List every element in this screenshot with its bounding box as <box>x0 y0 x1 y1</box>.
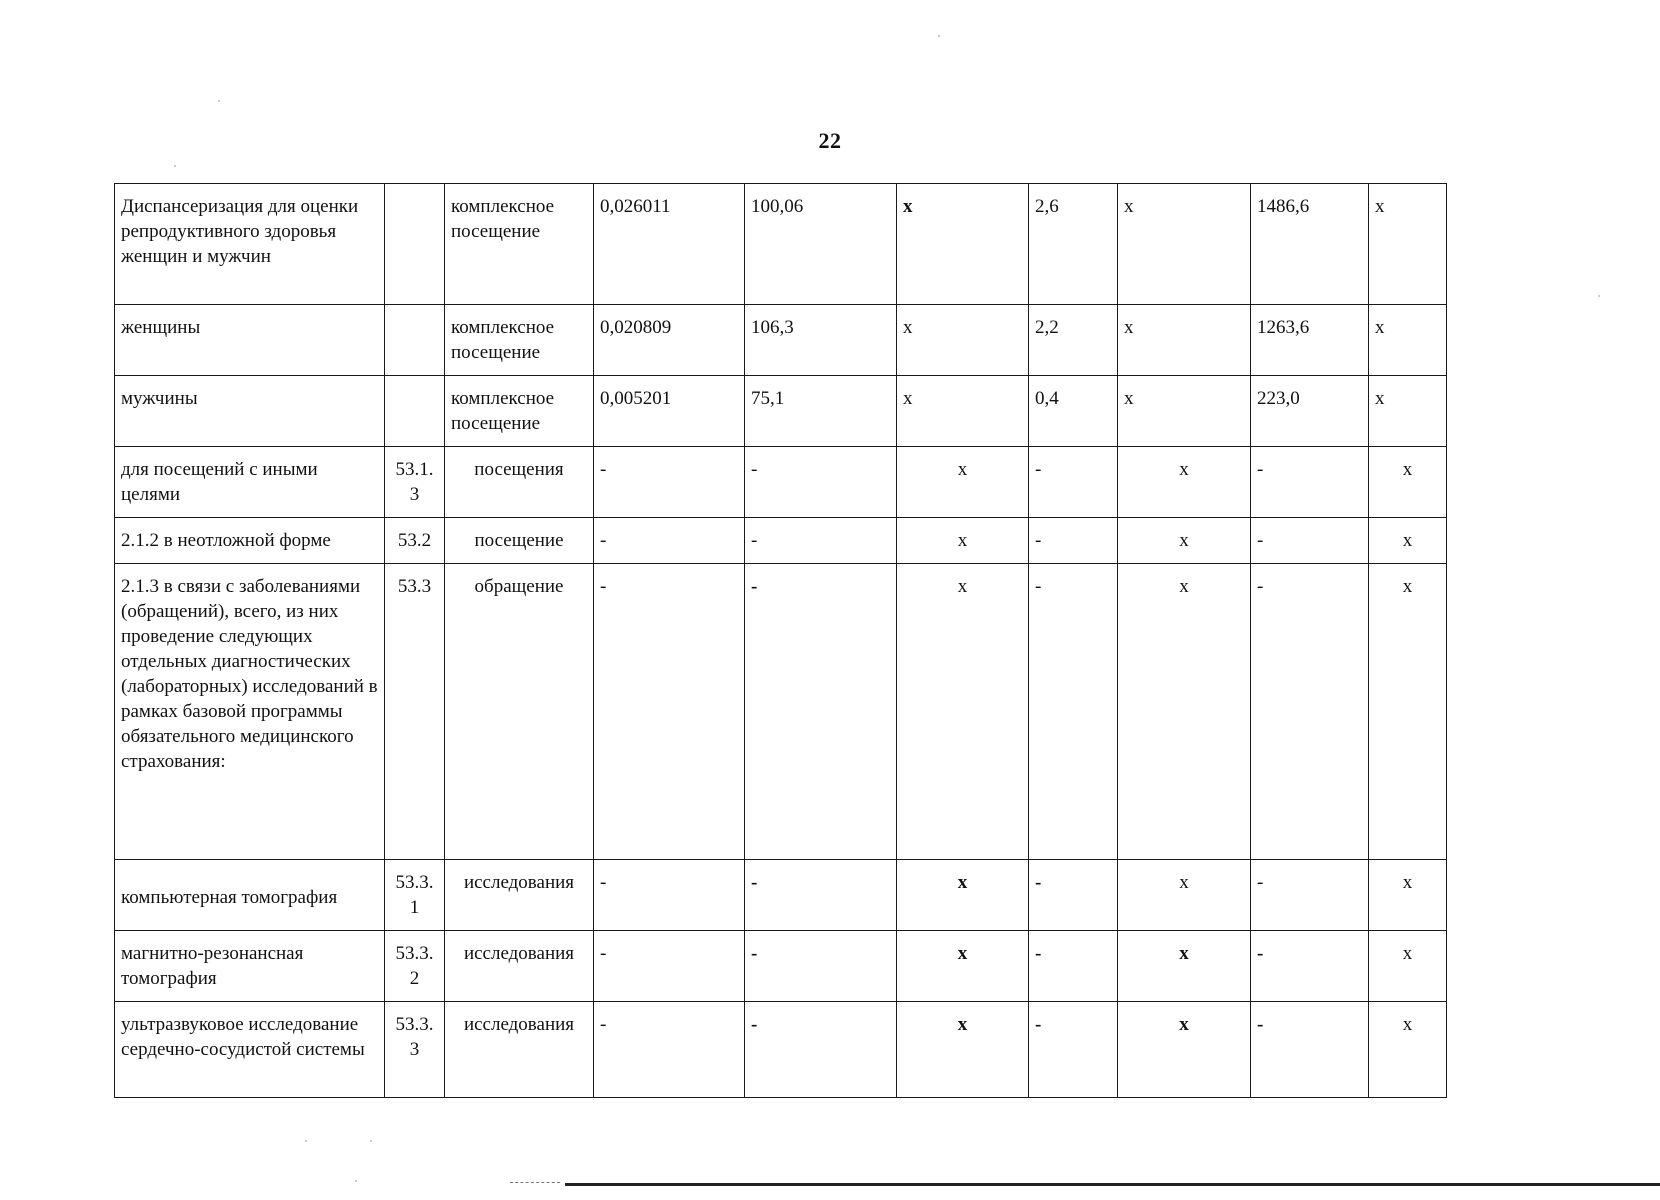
row-value-cell: 0,026011 <box>594 184 745 305</box>
row-value-cell: - <box>745 931 897 1002</box>
row-value-cell: - <box>1029 564 1118 860</box>
table-row <box>115 931 1447 1002</box>
row-value-cell: - <box>594 564 745 860</box>
page-number: 22 <box>818 128 842 153</box>
table-row <box>115 184 1447 305</box>
row-unit-cell: исследования <box>445 1002 594 1098</box>
row-value-cell: - <box>1251 860 1369 931</box>
row-value-cell: - <box>745 564 897 860</box>
row-x-cell: х <box>897 518 1029 564</box>
row-x-cell: х <box>897 184 1029 305</box>
row-value-cell: - <box>594 518 745 564</box>
row-x-cell: х <box>1369 305 1447 376</box>
table-row <box>115 447 1447 518</box>
row-x-cell: х <box>1118 860 1251 931</box>
row-unit-cell: посещения <box>445 447 594 518</box>
row-x-cell: х <box>1118 184 1251 305</box>
row-x-cell: х <box>1118 564 1251 860</box>
row-x-cell: х <box>1118 518 1251 564</box>
row-code-cell: 53.3.1 <box>385 860 445 931</box>
row-value-cell: 0,005201 <box>594 376 745 447</box>
row-unit-cell: исследования <box>445 931 594 1002</box>
row-name-cell: компьютерная томография <box>115 860 385 931</box>
row-value-cell: - <box>745 1002 897 1098</box>
table-row <box>115 1002 1447 1098</box>
row-value-cell: - <box>1251 564 1369 860</box>
row-x-cell: х <box>897 860 1029 931</box>
row-value-cell: - <box>745 518 897 564</box>
row-x-cell: х <box>1118 447 1251 518</box>
row-x-cell: х <box>897 1002 1029 1098</box>
row-code-cell: 53.3 <box>385 564 445 860</box>
row-x-cell: х <box>1369 376 1447 447</box>
row-unit-cell: посещение <box>445 518 594 564</box>
row-value-cell: - <box>1251 447 1369 518</box>
row-x-cell: х <box>1369 184 1447 305</box>
row-unit-cell: комплексное посещение <box>445 184 594 305</box>
row-value-cell: - <box>594 447 745 518</box>
data-table <box>114 183 1447 1098</box>
row-value-cell: - <box>594 1002 745 1098</box>
row-x-cell: х <box>1369 860 1447 931</box>
row-unit-cell: комплексное посещение <box>445 305 594 376</box>
row-value-cell: 0,4 <box>1029 376 1118 447</box>
row-x-cell: х <box>1118 376 1251 447</box>
row-name-cell: мужчины <box>115 376 385 447</box>
scan-speck <box>305 1140 307 1142</box>
row-code-cell: 53.1.3 <box>385 447 445 518</box>
table-row <box>115 564 1447 860</box>
scan-speck <box>174 165 176 167</box>
row-value-cell: - <box>1029 447 1118 518</box>
scan-speck <box>1598 295 1600 297</box>
row-x-cell: х <box>1369 518 1447 564</box>
table-row <box>115 518 1447 564</box>
scan-speck <box>938 35 940 37</box>
row-x-cell: х <box>897 931 1029 1002</box>
table-row <box>115 376 1447 447</box>
row-x-cell: х <box>1369 931 1447 1002</box>
table-row <box>115 860 1447 931</box>
row-value-cell: 1263,6 <box>1251 305 1369 376</box>
row-value-cell: - <box>745 860 897 931</box>
row-code-cell <box>385 305 445 376</box>
row-name-cell: женщины <box>115 305 385 376</box>
row-name-cell: магнитно-резонансная томография <box>115 931 385 1002</box>
scan-speck <box>218 100 220 102</box>
row-value-cell: 100,06 <box>745 184 897 305</box>
row-value-cell: 0,020809 <box>594 305 745 376</box>
row-x-cell: х <box>1369 1002 1447 1098</box>
row-x-cell: х <box>897 447 1029 518</box>
row-x-cell: х <box>1369 564 1447 860</box>
row-x-cell: х <box>897 305 1029 376</box>
row-unit-cell: обращение <box>445 564 594 860</box>
row-code-cell <box>385 376 445 447</box>
row-value-cell: 2,2 <box>1029 305 1118 376</box>
row-value-cell: - <box>1251 518 1369 564</box>
row-unit-cell: исследования <box>445 860 594 931</box>
row-code-cell: 53.3.2 <box>385 931 445 1002</box>
row-x-cell: х <box>1118 305 1251 376</box>
row-name-cell: 2.1.3 в связи с заболеваниями (обращений), всего, из них проведение следующих отдельных диагностических (лабораторных) исследований в рамках базовой программы обязательного медицинского страхования: <box>115 564 385 860</box>
row-name-cell: Диспансеризация для оценки репродуктивного здоровья женщин и мужчин <box>115 184 385 305</box>
row-value-cell: - <box>594 931 745 1002</box>
row-code-cell: 53.2 <box>385 518 445 564</box>
row-code-cell: 53.3.3 <box>385 1002 445 1098</box>
row-value-cell: - <box>1029 1002 1118 1098</box>
row-value-cell: 2,6 <box>1029 184 1118 305</box>
row-value-cell: - <box>1251 1002 1369 1098</box>
row-name-cell: ультразвуковое исследование сердечно-сосудистой системы <box>115 1002 385 1098</box>
row-x-cell: х <box>897 376 1029 447</box>
row-x-cell: х <box>1369 447 1447 518</box>
row-name-cell: 2.1.2 в неотложной форме <box>115 518 385 564</box>
scan-speck <box>355 1180 357 1182</box>
scan-speck <box>370 1140 372 1142</box>
row-value-cell: - <box>594 860 745 931</box>
row-x-cell: х <box>897 564 1029 860</box>
scan-bottom-rule <box>565 1183 1660 1186</box>
row-x-cell: х <box>1118 1002 1251 1098</box>
row-name-cell: для посещений с иными целями <box>115 447 385 518</box>
row-code-cell <box>385 184 445 305</box>
row-value-cell: - <box>745 447 897 518</box>
row-value-cell: 106,3 <box>745 305 897 376</box>
row-unit-cell: комплексное посещение <box>445 376 594 447</box>
table-row <box>115 305 1447 376</box>
row-value-cell: - <box>1251 931 1369 1002</box>
row-value-cell: 75,1 <box>745 376 897 447</box>
row-value-cell: - <box>1029 931 1118 1002</box>
row-value-cell: - <box>1029 860 1118 931</box>
row-value-cell: - <box>1029 518 1118 564</box>
scan-dash-mark <box>510 1182 560 1183</box>
row-value-cell: 1486,6 <box>1251 184 1369 305</box>
row-x-cell: х <box>1118 931 1251 1002</box>
row-value-cell: 223,0 <box>1251 376 1369 447</box>
